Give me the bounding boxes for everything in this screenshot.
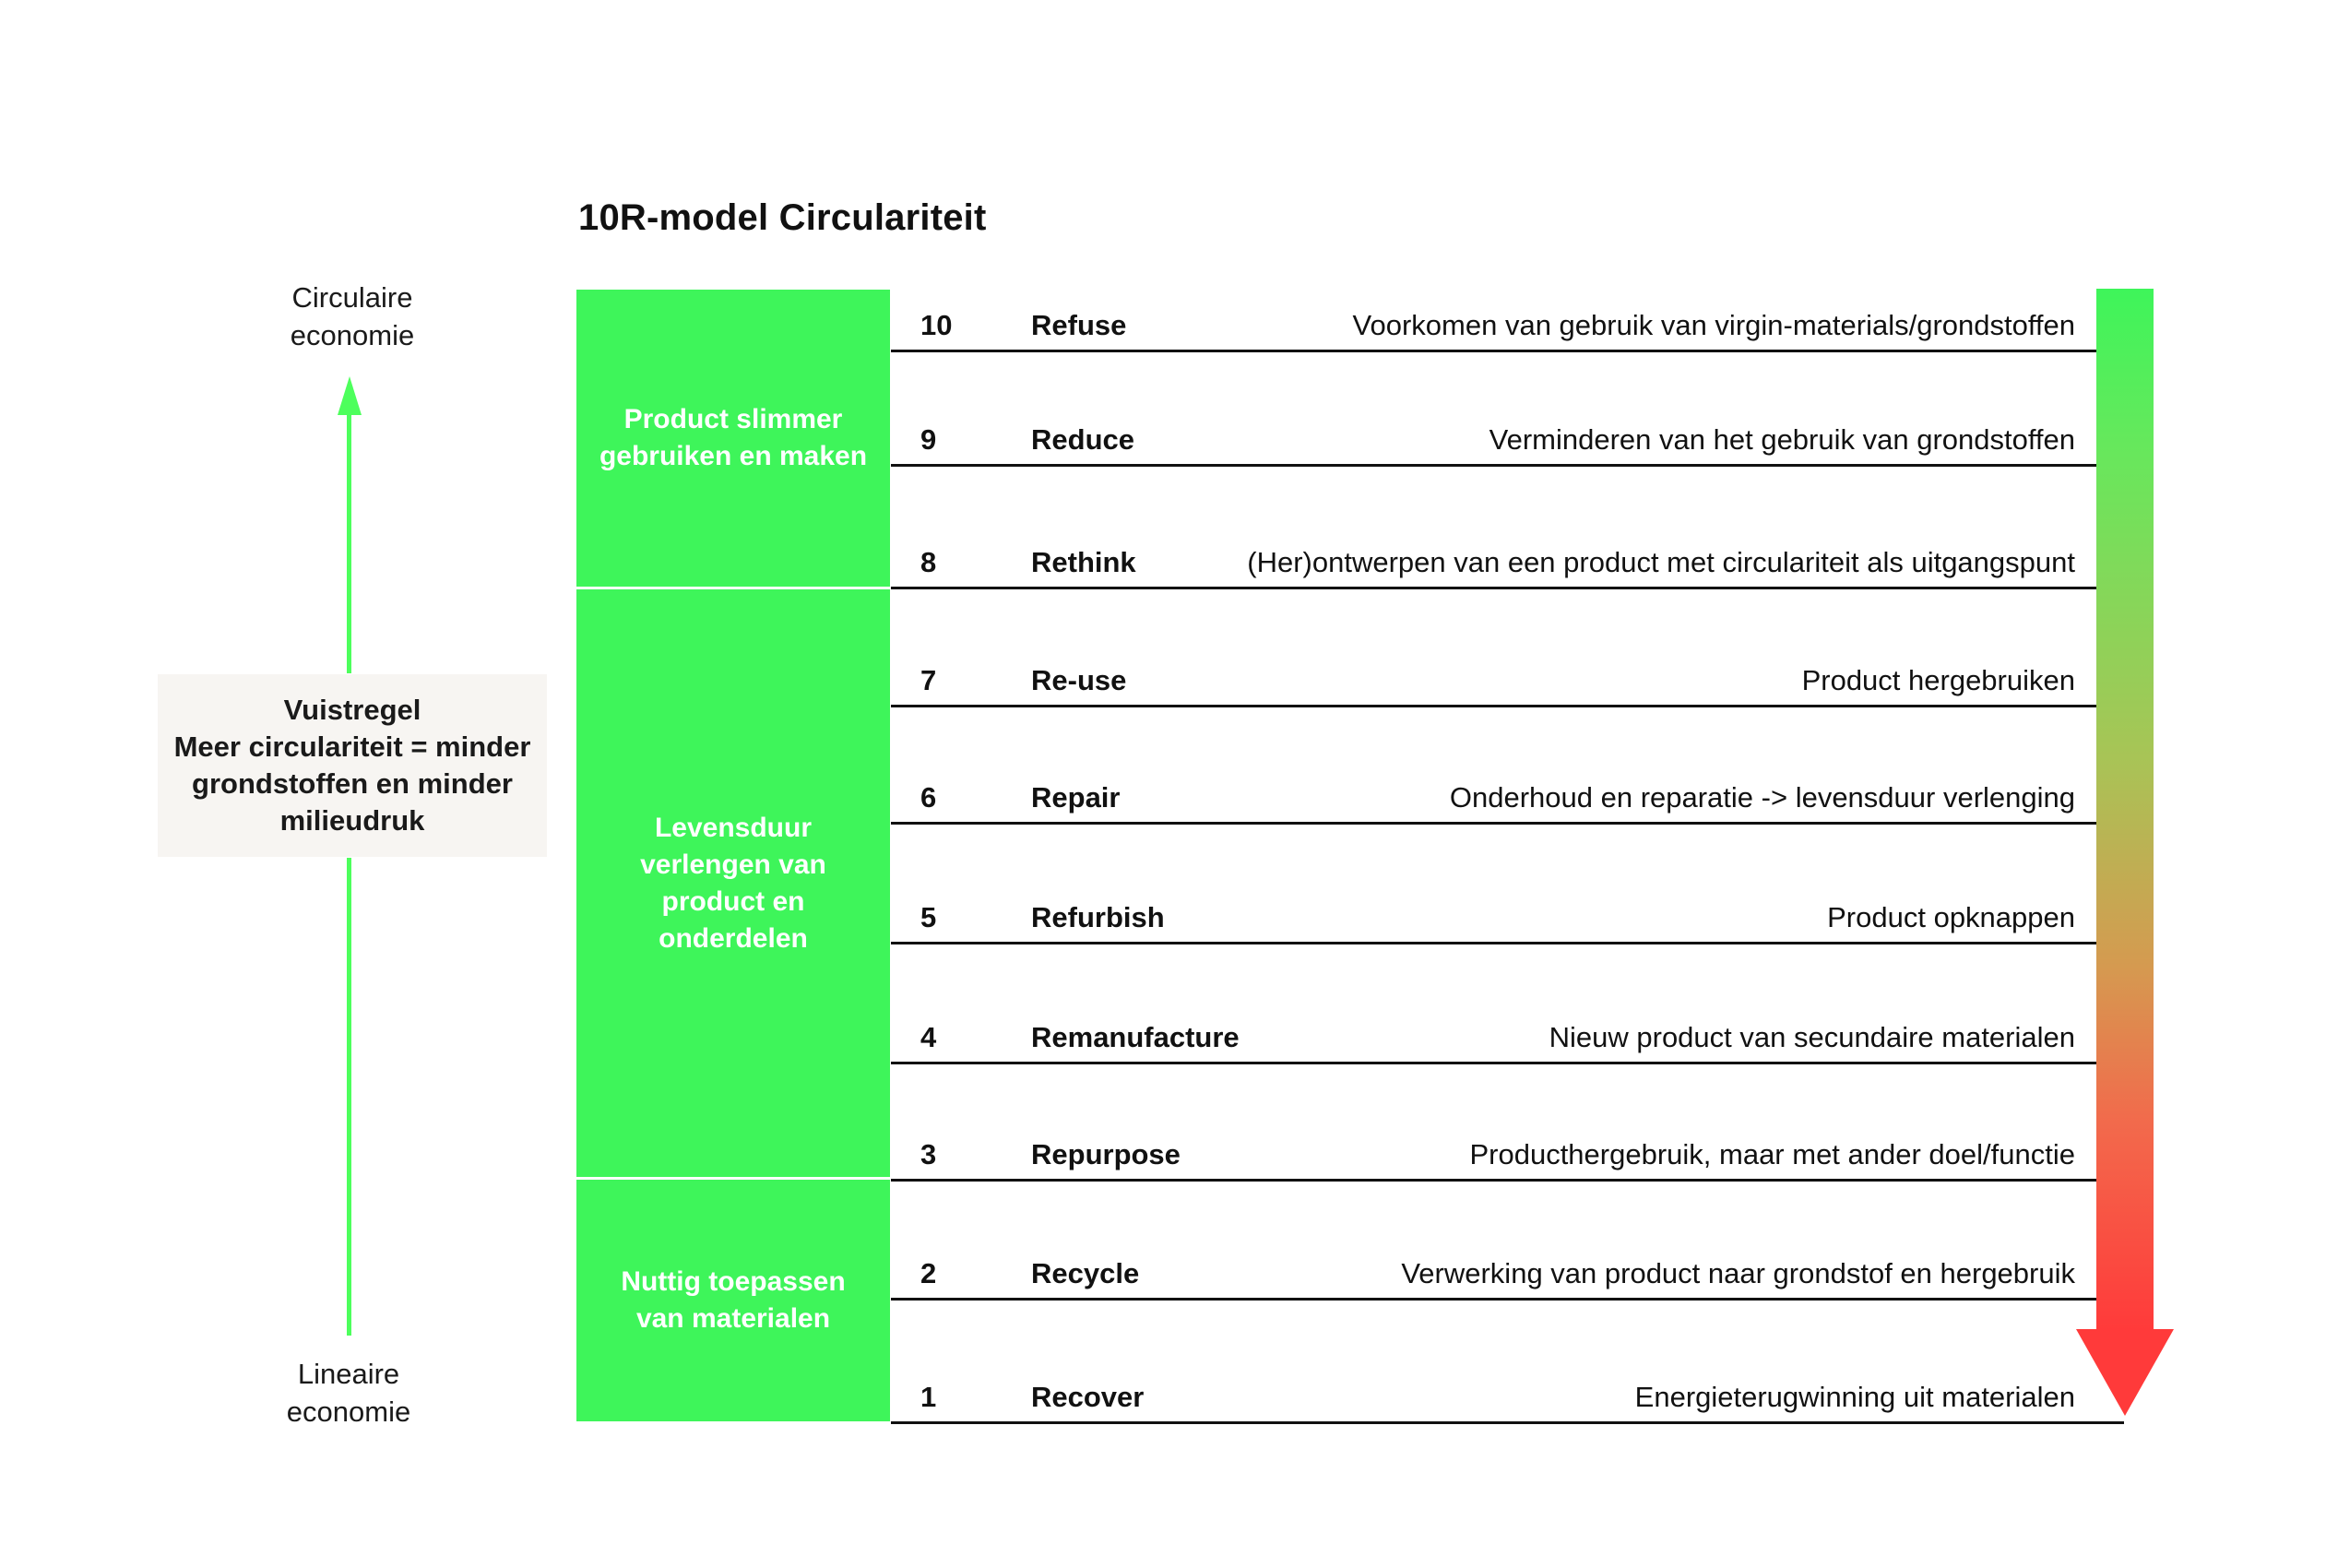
table-row — [891, 1369, 2124, 1424]
row-description: Verwerking van product naar grondstof en hergebruik — [1401, 1257, 2075, 1289]
row-description: Product opknappen — [1827, 901, 2075, 933]
row-name: Recycle — [1031, 1257, 1140, 1289]
table-row — [891, 534, 2096, 589]
row-name: Reduce — [1031, 423, 1134, 456]
row-number: 5 — [920, 901, 937, 933]
row-description: Producthergebruik, maar met ander doel/functie — [1469, 1138, 2075, 1170]
table-row — [891, 1245, 2096, 1301]
row-name: Recover — [1031, 1381, 1145, 1413]
row-name: Refuse — [1031, 309, 1127, 341]
row-name: Repair — [1031, 781, 1121, 814]
axis-top-label — [214, 279, 491, 354]
axis-line-lower — [347, 858, 351, 1336]
table-row — [891, 297, 2096, 352]
table-row — [891, 652, 2096, 707]
rule-box-line-1: Vuistregel — [283, 694, 421, 726]
row-description: (Her)ontwerpen van een product met circulariteit als uitgangspunt — [1247, 546, 2075, 578]
row-number: 7 — [920, 664, 937, 696]
row-description: Voorkomen van gebruik van virgin-materials/grondstoffen — [1352, 309, 2075, 341]
group-product-slimmer — [576, 290, 890, 587]
row-number: 10 — [920, 309, 953, 341]
row-number: 4 — [920, 1021, 937, 1053]
arrow-down-icon — [2076, 1329, 2174, 1416]
row-number: 6 — [920, 781, 937, 814]
axis-top-label-text: Circulaire economie — [290, 281, 415, 351]
row-description: Energieterugwinning uit materialen — [1634, 1381, 2075, 1413]
table-row — [891, 411, 2096, 467]
row-description: Onderhoud en reparatie -> levensduur verlenging — [1449, 781, 2075, 814]
row-name: Repurpose — [1031, 1138, 1181, 1170]
axis-line-upper — [347, 397, 351, 673]
table-row — [891, 889, 2096, 944]
row-number: 3 — [920, 1138, 937, 1170]
row-name: Refurbish — [1031, 901, 1165, 933]
row-description: Product hergebruiken — [1801, 664, 2075, 696]
row-number: 2 — [920, 1257, 937, 1289]
row-description: Verminderen van het gebruik van grondstoffen — [1489, 423, 2075, 456]
gradient-arrow-shaft — [2096, 289, 2154, 1331]
group-levensduur — [576, 589, 890, 1177]
row-name: Remanufacture — [1031, 1021, 1240, 1053]
rule-of-thumb-box — [158, 674, 547, 857]
rule-box-line-4: milieudruk — [279, 804, 425, 837]
row-number: 8 — [920, 546, 937, 578]
row-number: 9 — [920, 423, 937, 456]
group-label: Levensduur verlengen van product en onderdelen — [640, 812, 826, 954]
axis-bottom-label-text: Lineaire economie — [286, 1358, 411, 1428]
diagram-title: 10R-model Circulariteit — [578, 197, 987, 238]
rule-box-line-3: grondstoffen en minder — [192, 767, 513, 800]
rule-box-line-2: Meer circulariteit = minder — [173, 731, 531, 763]
group-label: Nuttig toepassen van materialen — [621, 1266, 846, 1334]
table-row — [891, 1009, 2096, 1064]
group-label: Product slimmer gebruiken en maken — [599, 404, 868, 471]
row-number: 1 — [920, 1381, 937, 1413]
row-description: Nieuw product van secundaire materialen — [1549, 1021, 2075, 1053]
row-name: Re-use — [1031, 664, 1127, 696]
row-name: Rethink — [1031, 546, 1136, 578]
group-nuttig-toepassen — [576, 1180, 890, 1421]
arrow-down-icon-svg — [2076, 1329, 2174, 1416]
table-row — [891, 1126, 2096, 1182]
axis-bottom-label — [210, 1355, 487, 1431]
table-row — [891, 769, 2096, 825]
